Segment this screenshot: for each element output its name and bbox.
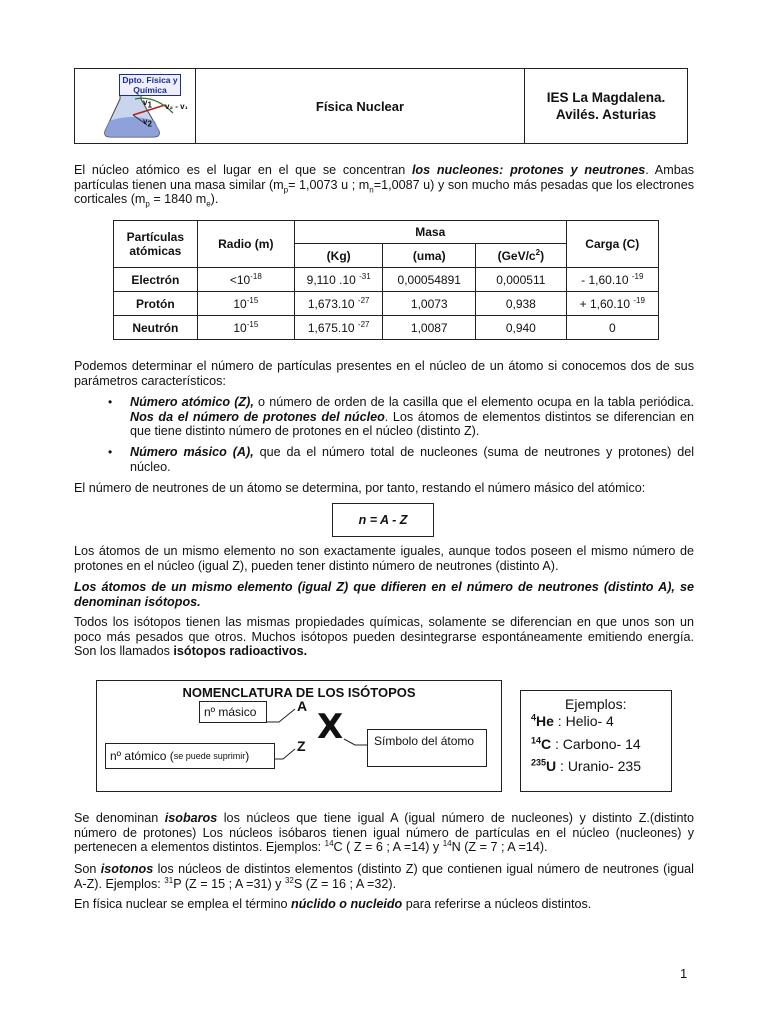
paragraph-isotones: Son isotonos los núcleos de distintos elementos (distinto Z) que contienen igual número de neutrones (igual A-Z). Ejemplos: $^{31}$P (Z = 15 ; A =31) y $^{32}$S (Z = 16 ; A =32). — [74, 862, 694, 891]
th-kg: (Kg) — [294, 244, 383, 268]
examples-title: Ejemplos: — [565, 696, 627, 712]
mass-number-label: nº másico — [199, 701, 267, 723]
cell-name: Neutrón — [114, 316, 198, 340]
formula-box: n = A - Z — [332, 503, 434, 537]
cell-gev: 0,940 — [476, 316, 567, 340]
atomic-number-label: nº atómico ( se puede suprimir ) — [105, 743, 275, 769]
page-header — [74, 68, 688, 144]
cell-kg: 1,673.10 $^{-27}$ — [294, 292, 383, 316]
page-number: 1 — [680, 966, 688, 981]
page-title: Física Nuclear — [196, 69, 525, 143]
logo-label: Dpto. Física y Química — [119, 74, 181, 96]
nomenclature-title: NOMENCLATURA DE LOS ISÓTOPOS — [182, 685, 416, 700]
cell-radius: $10^{-15}$ — [197, 292, 294, 316]
example-item: $^{14}$C : Carbono- 14 — [531, 735, 641, 752]
paragraph-isotopes-definition: Los átomos de un mismo elemento (igual Z) que difieren en el número de neutrones (distinto A), se denominan isótopos. — [74, 580, 694, 609]
school-info — [525, 69, 687, 143]
th-mass: Masa — [294, 221, 566, 244]
cell-kg: 9,110 .10 $^{-31}$ — [294, 268, 383, 292]
example-item: $^{235}$U : Uranio- 235 — [531, 757, 641, 774]
bullet-mass-number: Número másico (A), que da el número total de nucleones (suma de neutrones y protones) del núcleo. — [130, 445, 694, 474]
logo-vec2: v₂ - v₁ — [165, 102, 188, 111]
nomenclature-box — [96, 680, 502, 792]
cell-radius: $10^{-15}$ — [197, 316, 294, 340]
table-row — [114, 316, 659, 340]
cell-gev: 0,000511 — [476, 268, 567, 292]
bullet-atomic-number: Número atómico (Z), o número de orden de la casilla que el elemento ocupa en la tabla periódica. Nos da el número de protones del núcleo. Los átomos de elementos distintos se diferencian en que tiene distinto número de protones en el núcleo (distinto Z). — [130, 395, 694, 438]
logo-vec1: $v_1$ — [143, 98, 152, 110]
cell-uma: 1,0087 — [383, 316, 476, 340]
connector-lines-icon — [97, 681, 501, 791]
th-radius: Radio (m) — [197, 221, 294, 268]
cell-charge: - 1,60.10 $^{-19}$ — [566, 268, 658, 292]
bullet-icon: • — [108, 445, 113, 459]
cell-name: Electrón — [114, 268, 198, 292]
th-uma: (uma) — [383, 244, 476, 268]
examples-box — [520, 690, 672, 792]
paragraph-neutrons: El número de neutrones de un átomo se determina, por tanto, restando el número másico del atómico: — [74, 481, 646, 495]
cell-radius: $<10^{-18}$ — [197, 268, 294, 292]
logo-vec3: $v_2$ — [143, 117, 152, 129]
symbol-A: A — [297, 698, 308, 714]
school-line1: IES La Magdalena. — [546, 90, 666, 105]
intro-paragraph: El núcleo atómico es el lugar en el que se concentran los nucleones: protones y neutrones. Ambas partículas tienen una masa similar ($m_p= 1,0073$ u ; $m_n=1,0087$ u) y son mucho más pesadas que los electrones corticales ($m_p = 1840$ $m_e$). — [74, 163, 695, 209]
cell-charge: + 1,60.10 $^{-19}$ — [566, 292, 658, 316]
paragraph-radioactive: Todos los isótopos tienen las mismas propiedades químicas, solamente se diferencian en que unos son un poco más pesados que otros. Muchos isótopos pueden desintegrarse espontáneamente emitiendo energía. Son los llamados isótopos radioactivos. — [74, 615, 694, 658]
bullet-icon: • — [108, 395, 113, 409]
school-line2: Avilés. Asturias — [555, 107, 657, 122]
th-gev: $(GeV/c^2)$ — [476, 244, 567, 268]
particles-table — [113, 220, 659, 340]
paragraph-isobars: Se denominan isobaros los núcleos que tiene igual A (igual número de nucleones) y distinto Z.(distinto número de protones) Los núcleos isóbaros tienen igual número de partículas en el núcleo (nucleones) y pertenecen a elementos distintos. Ejemplos: $^{14}$C ( Z = 6 ; A =14) y $^{14}$N (Z = 7 ; A =14). — [74, 811, 694, 854]
cell-uma: 1,0073 — [383, 292, 476, 316]
cell-gev: 0,938 — [476, 292, 567, 316]
th-charge: Carga (C) — [566, 221, 658, 268]
paragraph-atoms: Los átomos de un mismo elemento no son exactamente iguales, aunque todos poseen el mismo número de protones en el núcleo (igual Z), pueden tener distinto número de neutrones (distinto A). — [74, 544, 694, 573]
example-item: $^4$He : Helio- 4 — [531, 712, 614, 729]
symbol-Z: Z — [297, 738, 306, 754]
cell-uma: 0,00054891 — [383, 268, 476, 292]
th-particles: Partículas atómicas — [114, 221, 198, 268]
paragraph-parameters: Podemos determinar el número de partículas presentes en el núcleo de un átomo si conocemos dos de sus parámetros característicos: — [74, 359, 694, 388]
cell-kg: 1,675.10 $^{-27}$ — [294, 316, 383, 340]
cell-name: Protón — [114, 292, 198, 316]
cell-charge: 0 — [566, 316, 658, 340]
logo-cell — [75, 69, 196, 143]
table-row — [114, 268, 659, 292]
atom-symbol-label: Símbolo del átomo — [367, 729, 487, 767]
symbol-X: X — [317, 707, 344, 747]
paragraph-nuclide: En física nuclear se emplea el término núclido o nucleido para referirse a núcleos distintos. — [74, 897, 592, 911]
table-row — [114, 292, 659, 316]
